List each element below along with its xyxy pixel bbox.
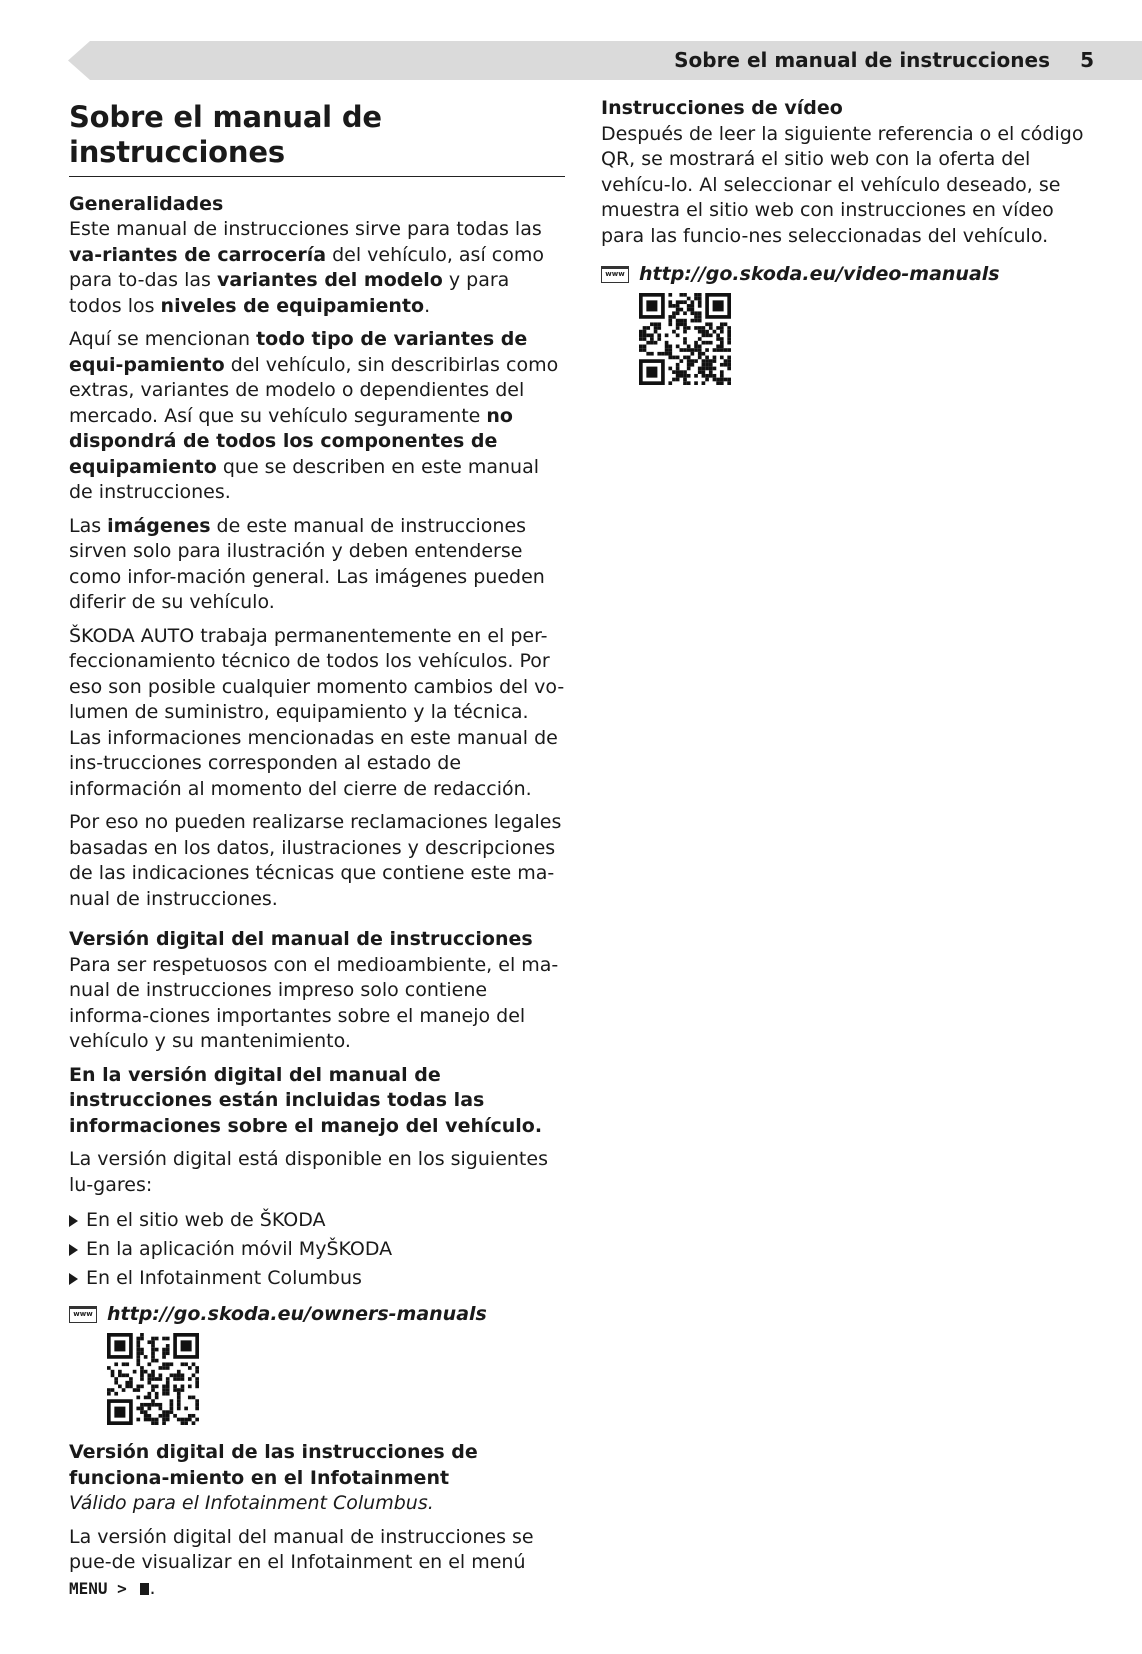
qr-code-icon [107, 1333, 199, 1425]
locations-list [69, 1206, 565, 1293]
list-item: En el sitio web de ŠKODA [69, 1206, 565, 1235]
video-manual-link[interactable]: http://go.skoda.eu/video-manuals [639, 263, 1000, 285]
running-header: Sobre el manual de instrucciones [674, 48, 1050, 72]
left-column [69, 96, 565, 1609]
triangle-bullet-icon [69, 1273, 78, 1285]
paragraph-bold: En la versión digital del manual de instrucciones están incluidas todas las informaciones sobre el manejo del vehículo. [69, 1063, 543, 1137]
manual-icon [140, 1583, 149, 1595]
heading-video: Instrucciones de vídeo [601, 97, 843, 119]
paragraph: Las imágenes de este manual de instrucciones sirven solo para ilustración y deben entenderse como infor-mación general. Las imágenes pueden diferir de su vehículo. [69, 514, 545, 614]
right-column [601, 96, 1101, 385]
triangle-bullet-icon [69, 1215, 78, 1227]
www-icon: www [601, 266, 629, 283]
triangle-bullet-icon [69, 1244, 78, 1256]
heading-generalidades: Generalidades [69, 192, 224, 215]
video-manual-link-row [601, 263, 1101, 285]
paragraph: ŠKODA AUTO trabaja permanentemente en el per-feccionamiento técnico de todos los vehículos. Por eso son posible cualquier momento cambios del vo-lumen de suministro, equipamiento y la técnica. Las informaciones mencionadas en este manual de ins-trucciones corresponden al estado de información al momento del cierre de redacción. [69, 624, 565, 800]
paragraph: Por eso no pueden realizarse reclamaciones legales basadas en los datos, ilustraciones y descripciones de las indicaciones técnicas que contiene este ma-nual de instrucciones. [69, 811, 562, 910]
list-item: En la aplicación móvil MyŠKODA [69, 1235, 565, 1264]
menu-key: MENU [69, 1578, 108, 1598]
owners-manual-link[interactable]: http://go.skoda.eu/owners-manuals [107, 1303, 487, 1326]
paragraph: Este manual de instrucciones sirve para todas las va-riantes de carrocería del vehículo, así como para to-das las variantes del modelo y para todos los niveles de equipamiento. [69, 218, 544, 317]
paragraph: Aquí se mencionan todo tipo de variantes de equi-pamiento del vehículo, sin describirlas como extras, variantes de modelo o dependientes del mercado. Así que su vehículo seguramente no dispondrá de todos los componentes de equipamiento que se describen en este manual de instrucciones. [69, 328, 559, 504]
qr-code-icon [639, 293, 731, 385]
heading-digital: Versión digital del manual de instrucciones [69, 928, 533, 951]
list-item: En el Infotainment Columbus [69, 1264, 565, 1293]
page-title: Sobre el manual de instrucciones [69, 100, 565, 177]
section-infotainment [69, 1440, 565, 1601]
paragraph: Para ser respetuosos con el medioambiente, el ma-nual de instrucciones impreso solo contiene informa-ciones importantes sobre el manejo del vehículo y su mantenimiento. [69, 953, 559, 1053]
paragraph: La versión digital del manual de instrucciones se pue-de visualizar en el Infotainment en el menú MENU > . [69, 1525, 534, 1599]
section-generalidades [69, 192, 565, 913]
www-icon: www [69, 1306, 97, 1323]
section-digital [69, 927, 565, 1425]
heading-infotainment: Versión digital de las instrucciones de funciona-miento en el Infotainment [69, 1441, 478, 1489]
paragraph: Después de leer la siguiente referencia o el código QR, se mostrará el sitio web con la oferta del vehícu-lo. Al seleccionar el vehículo deseado, se muestra el sitio web con instrucciones en vídeo para las funcio-nes seleccionadas del vehículo. [601, 122, 1084, 247]
paragraph: La versión digital está disponible en los siguientes lu-gares: [69, 1148, 548, 1196]
owners-manual-link-row [69, 1303, 565, 1325]
page-number: 5 [1080, 48, 1094, 72]
validity-note: Válido para el Infotainment Columbus. [69, 1492, 434, 1515]
